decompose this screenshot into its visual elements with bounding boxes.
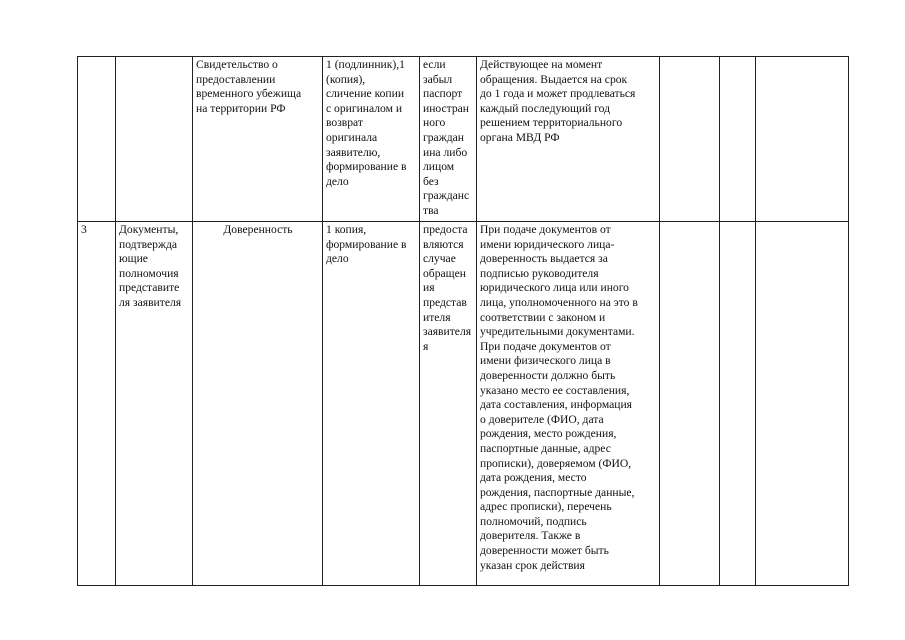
cell-number (78, 57, 116, 222)
cell-condition: если забыл паспорт иностран ного граждан ина либо лицом без гражданс тва (420, 57, 477, 222)
cell-col9 (756, 57, 849, 222)
cell-category: Документы, подтвержда ющие полномочия представите ля заявителя (116, 222, 193, 586)
cell-condition: предоста вляются случае обращен ия представ ителя заявителя я (420, 222, 477, 586)
cell-requirements: При подаче документов от имени юридического лица- доверенность выдается за подписью руководителя юридического лица или иного лица, уполномоченного на это в соответствии с законом и учредительными документами. При подаче документов от имени физического лица в доверенности должно быть указано место ее составления, дата составления, информация о доверителе (ФИО, дата рождения, место рождения, паспортные данные, адрес прописки), доверяемом (ФИО, дата рождения, место рождения, паспортные данные, адрес прописки), перечень полномочий, подпись доверителя. Также в доверенности может быть указан срок действия (477, 222, 660, 586)
cell-col9 (756, 222, 849, 586)
cell-col8 (720, 222, 756, 586)
cell-document: Доверенность (193, 222, 323, 586)
cell-col7 (660, 222, 720, 586)
cell-number: 3 (78, 222, 116, 586)
cell-col7 (660, 57, 720, 222)
cell-category (116, 57, 193, 222)
table-row (78, 57, 849, 222)
cell-quantity: 1 (подлинник),1 (копия), сличение копии с оригиналом и возврат оригинала заявителю, формирование в дело (323, 57, 420, 222)
requirements-table (77, 56, 849, 586)
cell-requirements: Действующее на момент обращения. Выдается на срок до 1 года и может продлеваться каждый последующий год решением территориального органа МВД РФ (477, 57, 660, 222)
cell-col8 (720, 57, 756, 222)
table-row (78, 222, 849, 586)
cell-document: Свидетельство о предоставлении временного убежища на территории РФ (193, 57, 323, 222)
cell-quantity: 1 копия, формирование в дело (323, 222, 420, 586)
